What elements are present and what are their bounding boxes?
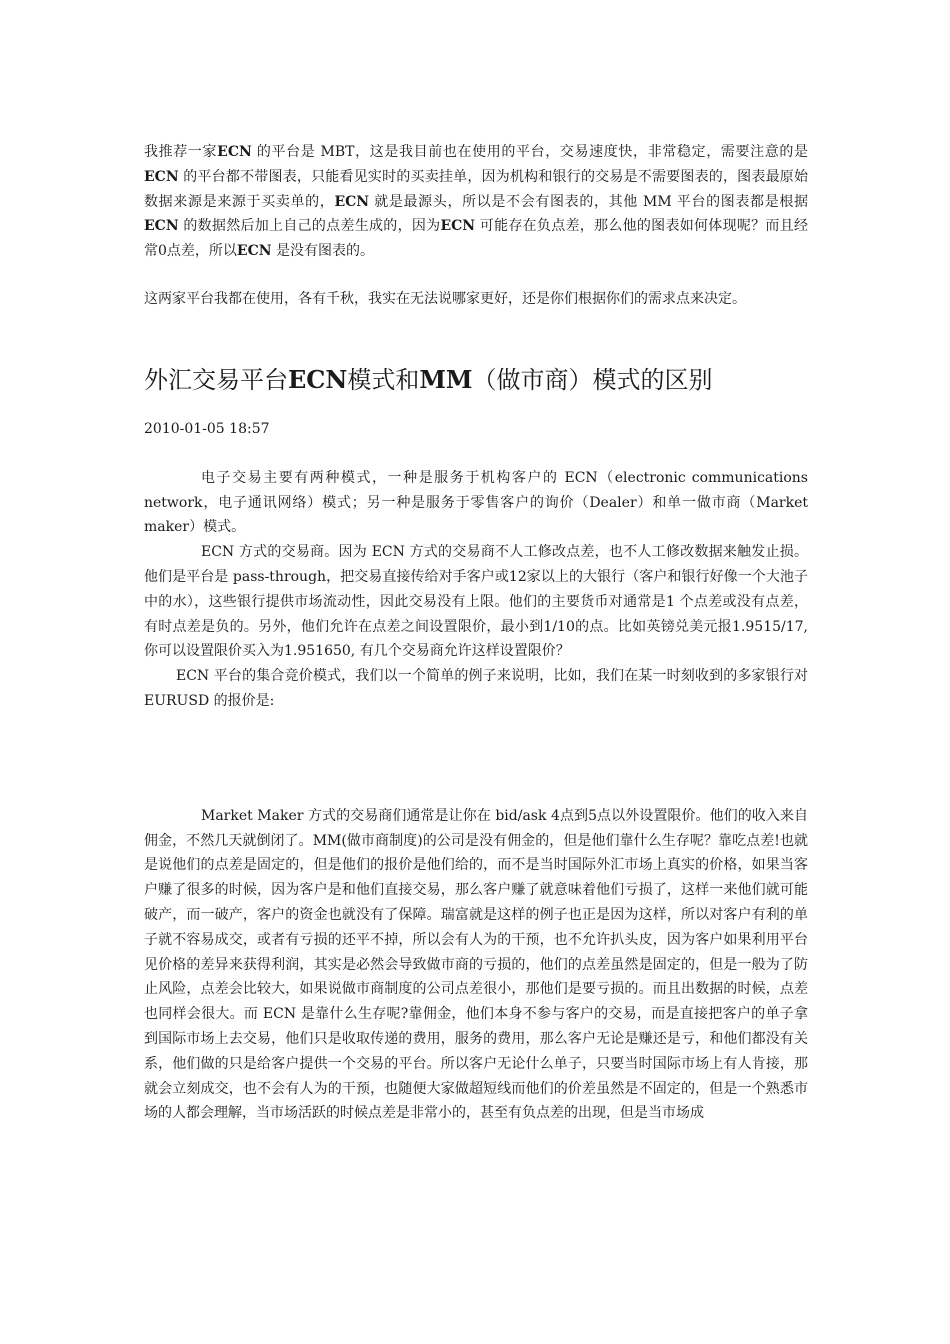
- title-bold: ECN: [288, 364, 348, 394]
- text-run: 的数据然后加上自己的点差生成的，因为: [183, 218, 441, 235]
- title-run: （做市商）模式的区别: [472, 365, 713, 394]
- text-run: 是没有图表的。: [276, 243, 374, 260]
- bold-term: ECN: [334, 193, 370, 210]
- bold-term: ECN: [217, 144, 252, 160]
- bold-term: ECN: [440, 218, 476, 235]
- article-paragraph-4: Market Maker 方式的交易商们通常是让你在 bid/ask 4点到5点以外设置限价。他们的收入来自佣金，不然几天就倒闭了。MM(做市商制度)的公司是没有佣金的，但是他们靠什么生存呢？靠吃点差!也就是说他们的点差是固定的，但是他们的报价是他们给的，而不是当时国际外汇市场上真实的价格，如果当客户赚了很多的时候，因为客户是和他们直接交易，那么客户赚了就意味着他们亏损了，这样一来他们就可能破产，而一破产，客户的资金也就没有了保障。瑞富就是这样的例子也正是因为这样，所以对客户有利的单子就不容易成交，或者有亏损的还平不掉，所以会有人为的干预，也不允许扒头皮，因为客户如果利用平台见价格的差异来获得利润，其实是必然会导致做市商的亏损的，他们的点差虽然是固定的，但是一般为了防止风险，点差会比较大，如果说做市商制度的公司点差很小，那他们是要亏损的。而且出数据的时候，点差也同样会很大。而 ECN 是靠什么生存呢?靠佣金，他们本身不参与客户的交易，而是直接把客户的单子拿到国际市场上去交易，他们只是收取传递的费用，服务的费用，那么客户无论是赚还是亏，和他们都没有关系，他们做的只是给客户提供一个交易的平台。所以客户无论什么单子，只要当时国际市场上有人肯接，那就会立刻成交，也不会有人为的干预，也随便大家做超短线而他们的价差虽然是不固定的，但是一个熟悉市场的人都会理解，当市场活跃的时候点差是非常小的，甚至有负点差的出现，但是当市场成: [144, 807, 808, 1122]
- article-title: [144, 360, 808, 400]
- bold-term: ECN: [236, 243, 272, 260]
- title-run: 外汇交易平台: [144, 365, 288, 394]
- title-run: 模式和: [347, 365, 420, 394]
- title-bold: MM: [419, 364, 473, 394]
- missing-quote-table-area: [144, 714, 808, 804]
- text-run: 可能存在负点差，那么他的图表如何体现呢？而且经常0点差，所以: [144, 218, 808, 260]
- article-paragraph-3: ECN 平台的集合竞价模式，我们以一个简单的例子来说明，比如，我们在某一时刻收到的多家银行对 EURUSD 的报价是:: [144, 668, 808, 709]
- intro-paragraph-1: [144, 140, 808, 264]
- text-run: 的平台是 MBT，这是我目前也在使用的平台，交易速度快，非常稳定，需要注意的是: [256, 144, 808, 160]
- text-run: 我推荐一家: [144, 144, 218, 160]
- intro-paragraph-2: 这两家平台我都在使用，各有千秋，我实在无法说哪家更好，还是你们根据你们的需求点来决定。: [144, 290, 746, 307]
- text-run: 的平台都不带图表，只能看见实时的买卖挂单，因为机构和银行的交易是不需要图表的，图表最原始数据来源是来源于买卖单的，: [144, 168, 808, 210]
- article-date: 2010-01-05 18:57: [144, 420, 270, 437]
- bold-term: ECN: [144, 218, 179, 235]
- document-page: [144, 140, 808, 1126]
- article-paragraph-1: 电子交易主要有两种模式，一种是服务于机构客户的 ECN（electronic communications network，电子通讯网络）模式；另一种是服务于零售客户的询价（Dealer）和单一做市商（Market maker）模式。: [144, 469, 808, 536]
- article-paragraph-2: ECN 方式的交易商。因为 ECN 方式的交易商不人工修改点差，也不人工修改数据来触发止损。他们是平台是 pass-through，把交易直接传给对手客户或12家以上的大银行（客户和银行好像一个大池子中的水），这些银行提供市场流动性，因此交易没有上限。他们的主要货币对通常是1 个点差或没有点差，有时点差是负的。另外，他们允许在点差之间设置限价，最小到1/10的点。比如英镑兑美元报1.9515/17, 你可以设置限价买入为1.951650, 有几个交易商允许这样设置限价？: [144, 544, 808, 660]
- text-run: 就是最源头，所以是不会有图表的，其他 MM 平台的图表都是根据: [374, 193, 809, 210]
- bold-term: ECN: [144, 168, 179, 185]
